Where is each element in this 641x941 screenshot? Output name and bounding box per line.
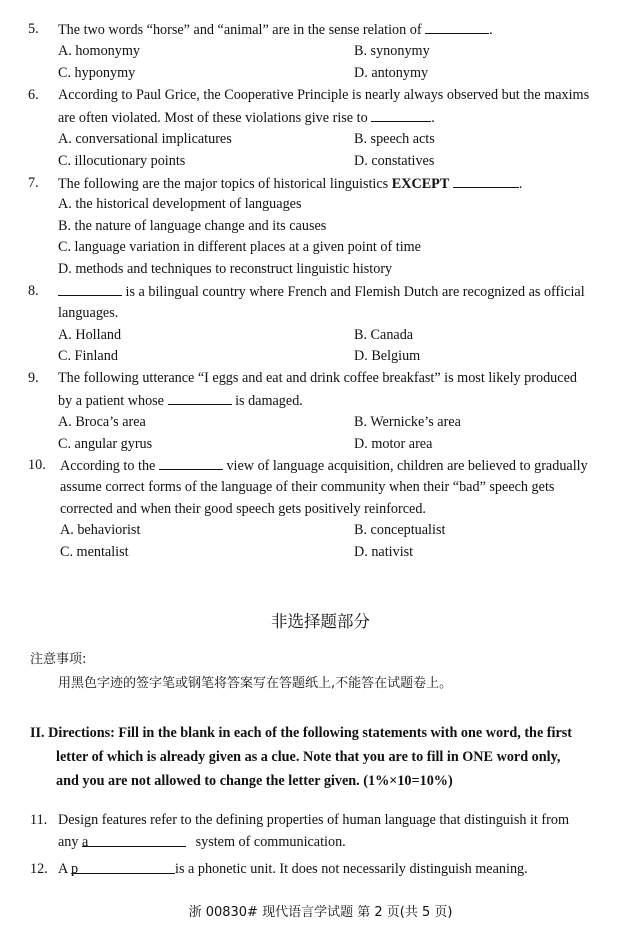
question-stem: According to the view of language acquisition, children are believed to gradually bbox=[60, 458, 588, 474]
option-b: B. conceptualist bbox=[354, 522, 446, 538]
option-b: B. synonymy bbox=[354, 43, 430, 59]
clue-letter: a bbox=[82, 834, 89, 850]
answer-blank bbox=[371, 108, 431, 122]
option-d: D. antonymy bbox=[354, 65, 429, 81]
question-number: 6. bbox=[28, 87, 39, 103]
option-d: D. motor area bbox=[354, 436, 433, 452]
option-c: C. hyponymy bbox=[58, 65, 136, 81]
question-stem-continued: assume correct forms of the language of their community when their “bad” speech gets bbox=[60, 479, 555, 495]
question-stem: The following utterance “I eggs and eat and drink coffee breakfast” is most likely produced bbox=[58, 370, 577, 386]
directions-line-2: letter of which is already given as a clue. Note that you are to fill in ONE word only, bbox=[56, 749, 561, 765]
option-a: A. Holland bbox=[58, 327, 122, 343]
question-stem-continued: are often violated. Most of these violations give rise to . bbox=[58, 110, 435, 126]
option-a: A. conversational implicatures bbox=[58, 131, 232, 147]
option-b: B. the nature of language change and its causes bbox=[58, 218, 327, 234]
directions-line-3: and you are not allowed to change the letter given. (1%×10=10%) bbox=[56, 773, 453, 789]
option-d: D. Belgium bbox=[354, 348, 421, 364]
question-stem: A p is a phonetic unit. It does not necessarily distinguish meaning. bbox=[58, 861, 528, 877]
directions-line-1: II. Directions: Fill in the blank in each of the following statements with one word, the first bbox=[30, 725, 573, 741]
question-stem: Design features refer to the defining properties of human language that distinguish it from bbox=[58, 812, 569, 828]
question-stem: The following are the major topics of historical linguistics EXCEPT . bbox=[58, 176, 523, 192]
question-stem-continued: any a system of communication. bbox=[58, 834, 346, 850]
answer-blank bbox=[58, 282, 122, 296]
answer-blank bbox=[453, 174, 519, 188]
question-stem-continued: corrected and when their good speech gets positively reinforced. bbox=[60, 501, 426, 517]
notice-text: 用黑色字迹的签字笔或钢笔将答案写在答题纸上,不能答在试题卷上。 bbox=[58, 676, 453, 691]
option-b: B. speech acts bbox=[354, 131, 435, 147]
answer-blank bbox=[168, 391, 232, 405]
answer-blank bbox=[82, 833, 186, 850]
option-b: B. Wernicke’s area bbox=[354, 414, 461, 430]
answer-blank bbox=[425, 20, 489, 34]
question-stem-continued: languages. bbox=[58, 305, 119, 321]
clue-letter: p bbox=[71, 861, 79, 877]
question-number: 9. bbox=[28, 370, 39, 386]
option-a: A. homonymy bbox=[58, 43, 140, 59]
question-number: 5. bbox=[28, 21, 39, 37]
question-number: 10. bbox=[28, 457, 46, 473]
option-c: C. mentalist bbox=[60, 544, 129, 560]
section-title: 非选择题部分 bbox=[271, 612, 370, 631]
answer-blank bbox=[159, 456, 223, 470]
option-d: D. constatives bbox=[354, 153, 435, 169]
question-number: 11. bbox=[30, 812, 48, 828]
question-stem: The two words “horse” and “animal” are in the sense relation of . bbox=[58, 22, 493, 38]
question-number: 7. bbox=[28, 175, 39, 191]
option-a: A. behaviorist bbox=[60, 522, 141, 538]
question-stem: According to Paul Grice, the Cooperative Principle is nearly always observed but the maxims bbox=[58, 87, 590, 103]
option-d: D. nativist bbox=[354, 544, 414, 560]
option-b: B. Canada bbox=[354, 327, 414, 343]
question-number: 8. bbox=[28, 283, 39, 299]
page-footer: 浙 00830# 现代语言学试题 第 2 页(共 5 页) bbox=[188, 905, 453, 920]
part-number: II. bbox=[30, 725, 45, 741]
question-number: 12. bbox=[30, 861, 48, 877]
option-d: D. methods and techniques to reconstruct linguistic history bbox=[58, 261, 393, 277]
question-stem-continued: by a patient whose is damaged. bbox=[58, 393, 303, 409]
answer-blank bbox=[71, 860, 175, 877]
notice-label: 注意事项: bbox=[30, 652, 87, 667]
option-c: C. language variation in different places at a given point of time bbox=[58, 239, 421, 255]
option-c: C. illocutionary points bbox=[58, 153, 186, 169]
option-a: A. Broca’s area bbox=[58, 414, 146, 430]
question-stem: is a bilingual country where French and Flemish Dutch are recognized as official bbox=[58, 282, 585, 301]
option-c: C. angular gyrus bbox=[58, 436, 153, 452]
option-c: C. Finland bbox=[58, 348, 118, 364]
option-a: A. the historical development of languages bbox=[58, 196, 302, 212]
